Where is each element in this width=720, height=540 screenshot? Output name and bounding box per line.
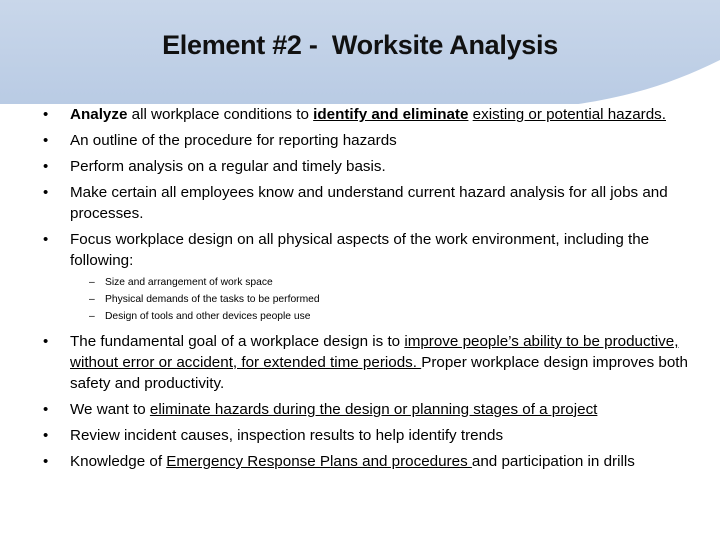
bullet-icon: • — [43, 158, 49, 175]
sub-item-text: Size and arrangement of work space — [105, 277, 273, 288]
sub-item-text: Design of tools and other devices people use — [105, 311, 311, 322]
list-item — [40, 425, 690, 446]
underlined-text: existing or potential hazards. — [472, 106, 666, 123]
bullet-icon: • — [43, 106, 49, 123]
list-item — [40, 104, 690, 125]
list-item — [40, 399, 690, 420]
slide-title: Element #2 - Worksite Analysis — [162, 30, 558, 60]
list-item — [40, 182, 690, 224]
item-text: An outline of the procedure for reporting hazards — [70, 132, 397, 149]
underlined-text: improve people’s ability to be productive, without error or accident, for extended time periods. — [70, 333, 679, 371]
sub-list-item — [70, 275, 690, 290]
sub-list-item — [70, 309, 690, 324]
list-item — [40, 130, 690, 151]
bullet-icon: • — [43, 453, 49, 470]
sub-list-item — [70, 292, 690, 307]
underlined-text: Emergency Response Plans and procedures — [166, 453, 472, 470]
item-text: Knowledge of — [70, 453, 167, 470]
item-text: We want to — [70, 401, 150, 418]
item-text: Proper workplace design improves both safety and productivity. — [70, 354, 688, 392]
list-item — [40, 451, 690, 472]
item-text: Make certain all employees know and understand current hazard analysis for all jobs and processes. — [70, 184, 668, 222]
bullet-icon: • — [43, 333, 49, 350]
dash-icon: – — [89, 294, 95, 305]
list-item — [40, 156, 690, 177]
item-text: Review incident causes, inspection results to help identify trends — [70, 427, 504, 444]
list-item — [40, 331, 690, 394]
dash-icon: – — [89, 311, 95, 322]
bullet-icon: • — [43, 401, 49, 418]
list-item — [40, 229, 690, 324]
bullet-icon: • — [43, 231, 49, 248]
item-text: and participation in drills — [471, 453, 635, 470]
sub-item-text: Physical demands of the tasks to be performed — [105, 294, 320, 305]
item-text: The fundamental goal of a workplace design is to — [70, 333, 405, 350]
item-text: Perform analysis on a regular and timely basis. — [70, 158, 386, 175]
bullet-icon: • — [43, 132, 49, 149]
bullet-list — [40, 104, 690, 472]
slide-body — [40, 104, 690, 477]
item-text: Focus workplace design on all physical aspects of the work environment, including the following: — [70, 231, 650, 269]
dash-icon: – — [89, 277, 95, 288]
item-text: all workplace conditions to — [127, 106, 314, 123]
bullet-icon: • — [43, 184, 49, 201]
emphasis-text: Analyze — [70, 106, 128, 123]
emphasis-text: identify and eliminate — [313, 106, 469, 123]
underlined-text: eliminate hazards during the design or planning stages of a project — [149, 401, 598, 418]
bullet-icon: • — [43, 427, 49, 444]
sub-list — [70, 275, 690, 324]
